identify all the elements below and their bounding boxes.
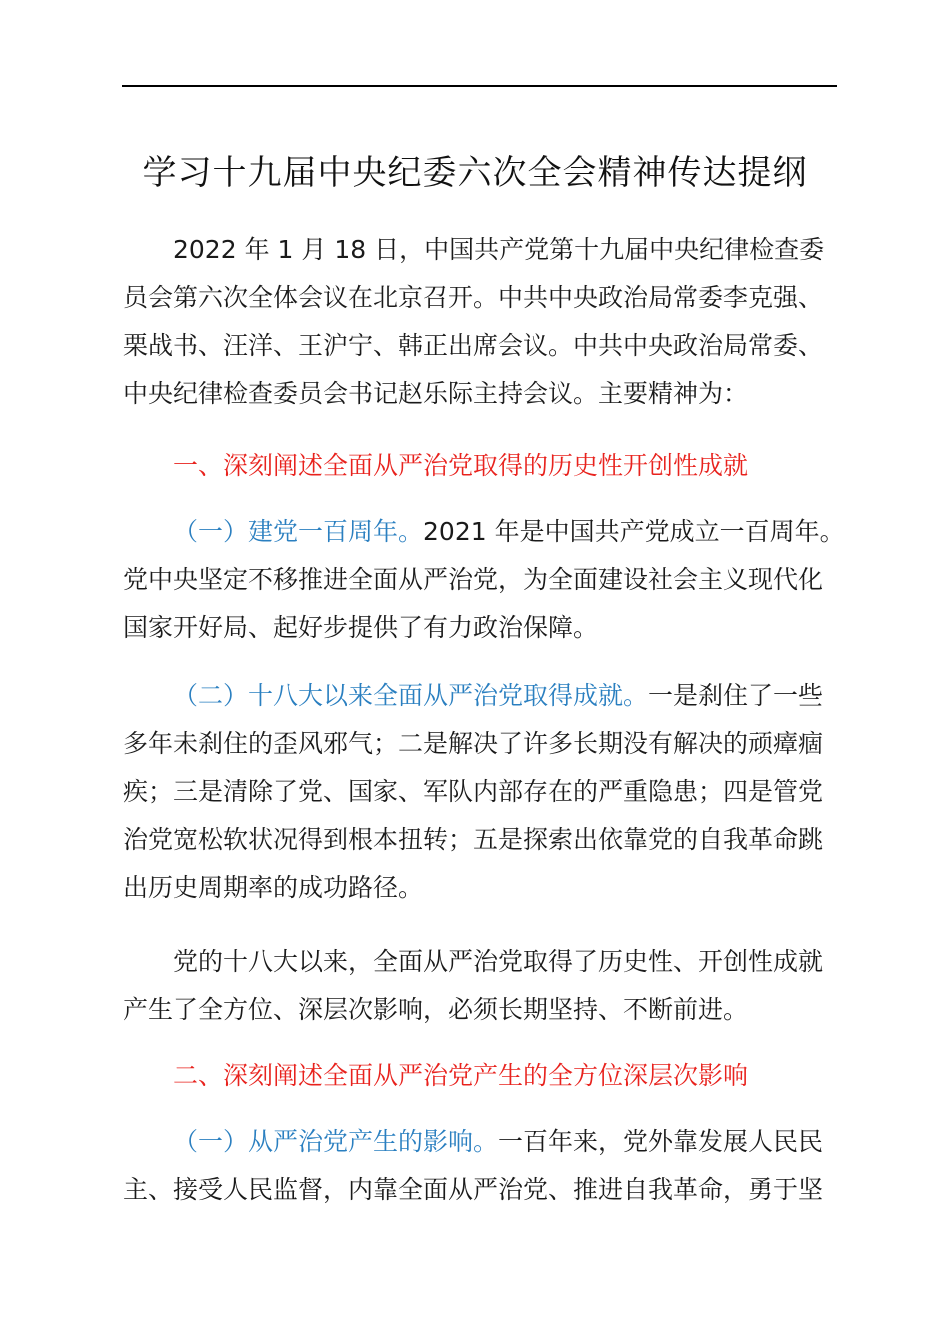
section-2-item-1	[123, 1118, 839, 1214]
subheading-label: （二）十八大以来全面从严治党取得成就。	[173, 681, 649, 710]
section-2-heading-text: 二、深刻阐述全面从严治党产生的全方位深层次影响	[173, 1061, 749, 1090]
section-2-heading	[123, 1052, 839, 1100]
section-1-item-1	[123, 508, 845, 652]
item-text: 一是刹住了一些	[648, 681, 824, 710]
item-line: 出历史周期率的成功路径。	[123, 873, 424, 902]
item-line: 多年未刹住的歪风邪气；二是解决了许多长期没有解决的顽瘴痼	[123, 729, 824, 758]
summary-line: 产生了全方位、深层次影响，必须长期坚持、不断前进。	[123, 995, 749, 1024]
subheading-label: （一）建党一百周年。	[173, 517, 424, 546]
item-line: 疾；三是清除了党、国家、军队内部存在的严重隐患；四是管党	[123, 777, 824, 806]
intro-line: 栗战书、汪洋、王沪宁、韩正出席会议。中共中央政治局常委、	[123, 331, 824, 360]
item-line: 治党宽松软状况得到根本扭转；五是探索出依靠党的自我革命跳	[123, 825, 824, 854]
intro-line: 员会第六次全体会议在北京召开。中共中央政治局常委李克强、	[123, 283, 824, 312]
item-first-line	[123, 508, 845, 556]
item-text: 一百年来，党外靠发展人民民	[498, 1127, 824, 1156]
intro-line: 2022 年 1 月 18 日，中国共产党第十九届中央纪律检查委	[173, 235, 825, 264]
intro-paragraph	[123, 226, 839, 418]
intro-line: 中央纪律检查委员会书记赵乐际主持会议。主要精神为：	[123, 379, 749, 408]
section-1-summary	[123, 938, 839, 1034]
subheading-label: （一）从严治党产生的影响。	[173, 1127, 499, 1156]
item-first-line	[123, 672, 839, 720]
item-first-line	[123, 1118, 839, 1166]
section-1-heading	[123, 442, 839, 490]
item-line: 主、接受人民监督，内靠全面从严治党、推进自我革命，勇于坚	[123, 1175, 824, 1204]
header-rule	[122, 85, 837, 87]
document-title: 学习十九届中央纪委六次全会精神传达提纲	[142, 153, 808, 193]
summary-line: 党的十八大以来，全面从严治党取得了历史性、开创性成就	[173, 947, 824, 976]
section-1-item-2	[123, 672, 839, 912]
item-line: 党中央坚定不移推进全面从严治党，为全面建设社会主义现代化	[123, 565, 824, 594]
item-text: 2021 年是中国共产党成立一百周年。	[423, 517, 845, 546]
section-1-heading-text: 一、深刻阐述全面从严治党取得的历史性开创性成就	[173, 451, 749, 480]
item-line: 国家开好局、起好步提供了有力政治保障。	[123, 613, 599, 642]
